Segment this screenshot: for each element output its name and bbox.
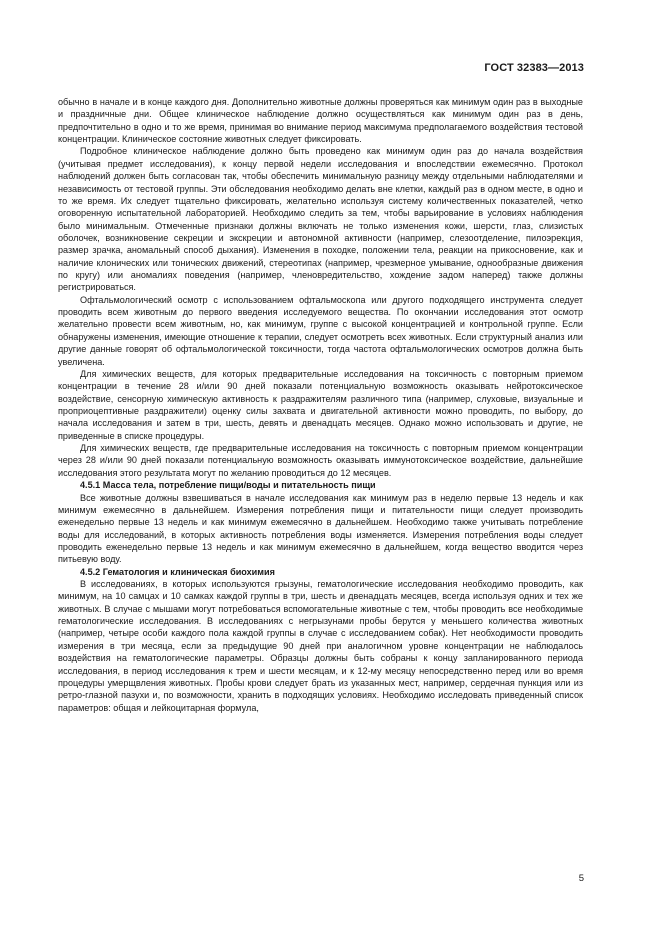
document-code: ГОСТ 32383—2013 (484, 62, 584, 74)
paragraph-ophthalmology: Офтальмологический осмотр с использованием офтальмоскопа или другого подходящего инструмента следует проводить всем животным до первого введения исследуемого вещества. По окончании исследования этот осмотр желательно провести всем животным, но, как минимум, группе с высокой концентрацией и контрольной группе. Если обнаружены изменения, имеющие отношение к терапии, следует осмотреть всех животных. Если структурный анализ или другие данные говорят об офтальмологической токсичности, тогда частота офтальмологических осмотров должна быть увеличена. (58, 294, 583, 367)
section-heading-4-5-1: 4.5.1 Масса тела, потребление пищи/воды и питательность пищи (80, 480, 376, 491)
paragraph-neurotoxicity: Для химических веществ, для которых предварительные исследования на токсичность с повторным приемом концентрации в течение 28 и/или 90 дней показали потенциальную возможность оказывать нейротоксическое воздействие, сенсорную химическую активность к раздражителям различного типа (например, слуховые, визуальные и проприоцептивные раздражители) оценку силы захвата и двигательной активности можно проводить, по выбору, до начала исследования и затем в три, шесть, девять и двенадцать месяцев. Однако можно использовать и другие, не приведенные в списке процедуры. (58, 368, 583, 441)
paragraph-clinical-observation: Подробное клиническое наблюдение должно быть проведено как минимум один раз до начала воздействия (учитывая предмет исследования), к концу первой недели исследования и впоследствии ежемесячно. Протокол наблюдений должен быть согласован так, чтобы обеспечить минимальную разницу между отдельными наблюдателями и независимость от тестовой группы. Эти обследования необходимо делать вне клетки, каждый раз в одном месте, в одно и то же время. Их следует тщательно фиксировать, желательно используя систему количественных показателей, четко оговоренную испытательной лабораторией. Необходимо следить за тем, чтобы варьирование в условиях наблюдения было минимальным. Отмеченные признаки должны включать не только изменения кожи, шерсти, глаз, слизистых оболочек, возникновение секреции и экскреции и автономной активности (например, слезоотделение, пилоэрекция, размер зрачка, аномальный способ дыхания). Изменения в походке, положении тела, реакции на прикосновение, как и наличие клонических или тонических движений, стереотипах (например, чрезмерное умывание, однообразные движения по кругу) или аномалиях поведения (например, членовредительство, хождение задом наперед) также должны регистрироваться. (58, 146, 583, 293)
paragraph-continuation: обычно в начале и в конце каждого дня. Дополнительно животные должны проверяться как минимум один раз в выходные и праздничные дни. Общее клиническое наблюдение должно осуществляться как минимум один раз в день, предпочтительно в одно и то же время, принимая во внимание период максимума предполагаемого воздействия тестовой концентрации. Клиническое состояние животных следует фиксировать. (58, 97, 583, 145)
body-text (58, 96, 583, 714)
paragraph-body-weight: Все животные должны взвешиваться в начале исследования как минимум раз в неделю первые 13 недель и как минимум ежемесячно в дальнейшем. Измерения потребления пищи и питательности пищи следует производить еженедельно первые 13 недель и как минимум ежемесячно в дальнейшем. Необходимо также учитывать потребление воды для исследований, в которых активность потребления воды изменяется. Измерения потребления воды следует проводить еженедельно первые 13 недель и как минимум ежемесячно в дальнейшем, когда вещество вводится через питьевую воду. (58, 492, 583, 565)
paragraph-immunotoxicity: Для химических веществ, где предварительные исследования на токсичность с повторным приемом концентрации через 28 и/или 90 дней показали потенциальную возможность оказывать иммунотоксическое воздействие, дальнейшие исследования этого результата могут по желанию проводиться до 12 месяцев. (58, 443, 583, 478)
paragraph-hematology: В исследованиях, в которых используются грызуны, гематологические исследования необходимо проводить, как минимум, на 10 самцах и 10 самках каждой группы в три, шесть и двенадцать месяцев, всегда используя одних и тех же животных. В случае с мышами могут потребоваться вспомогательные животные с тем, чтобы проводить все необходимые гематологические исследования. В исследованиях с негрызунами пробы берутся у меньшего количества животных (например, четыре особи каждого пола каждой группы в случае с исследованием собак). Нет необходимости проводить измерения в три месяца, если за предыдущие 90 дней при аналогичном уровне концентрации не наблюдалось воздействия на гематологические параметры. Образцы должны быть собраны к концу запланированного периода исследования, в период исследования к трем и шести месяцам, и к 12-му месяцу непосредственно перед или во время процедуры умерщвления животных. Пробы крови следует брать из указанных мест, например, сердечная пункция или из ретро-глазной пазухи и, по возможности, хранить в подходящих условиях. Необходимо исследовать приведенный список параметров: общая и лейкоцитарная формула, (58, 579, 583, 713)
page-number: 5 (578, 873, 584, 884)
section-heading-4-5-2: 4.5.2 Гематология и клиническая биохимия (80, 566, 275, 577)
